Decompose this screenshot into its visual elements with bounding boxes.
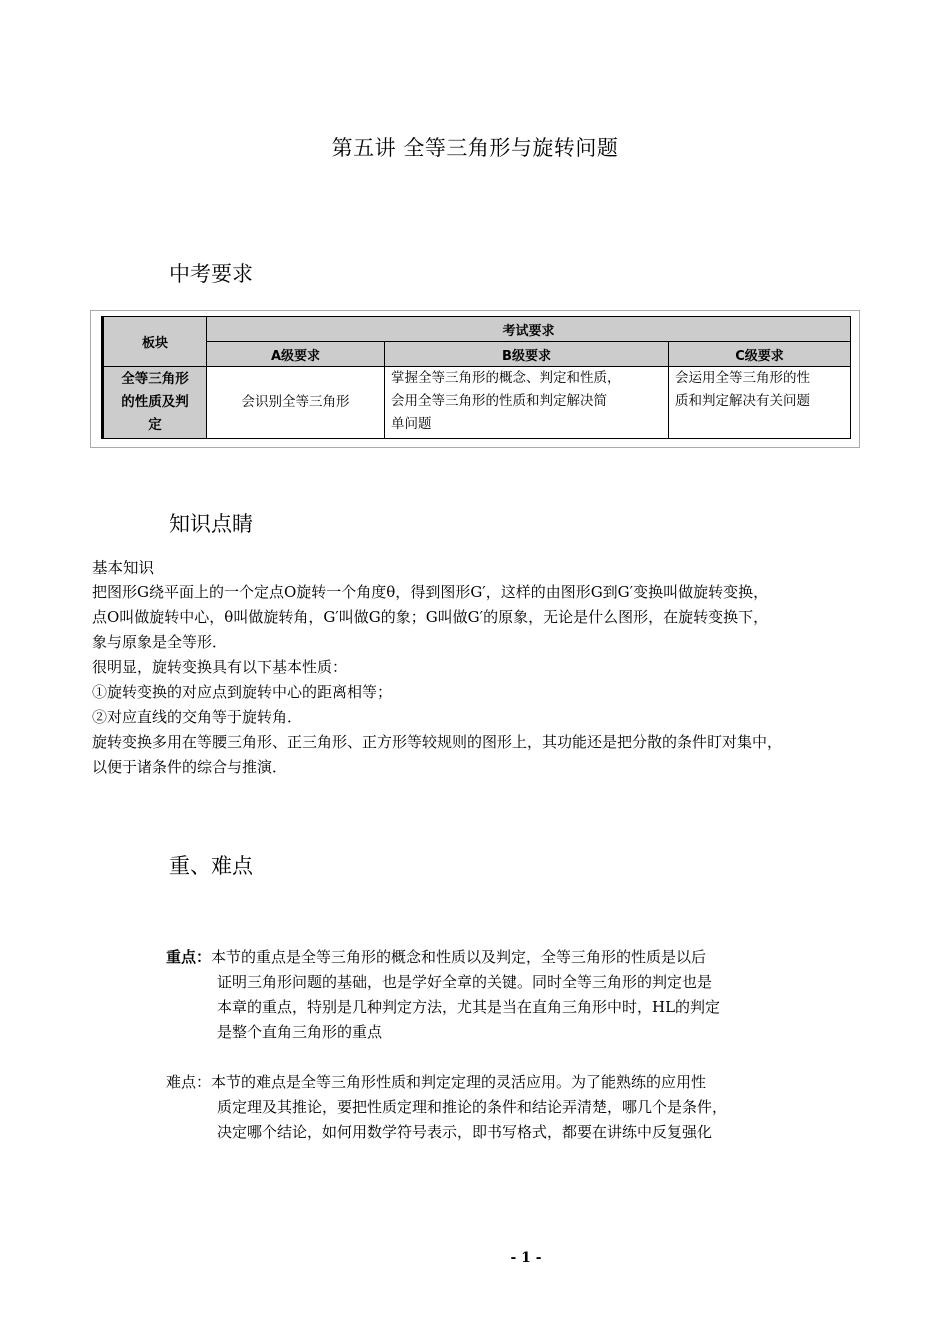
key-point-line: 本节的重点是全等三角形的概念和性质以及判定，全等三角形的性质是以后: [211, 948, 707, 966]
row-label-line: 全等三角形: [121, 371, 189, 387]
section-heading-knowledge: 知识点睛: [169, 512, 253, 536]
requirements-table: [101, 316, 851, 439]
page-title: 第五讲 全等三角形与旋转问题: [331, 136, 619, 160]
cell-line: 质和判定解决有关问题: [675, 393, 810, 409]
difficult-point-line: 本节的难点是全等三角形性质和判定定理的灵活应用。为了能熟练的应用性: [211, 1073, 707, 1091]
key-point-line: 证明三角形问题的基础，也是学好全章的关键。同时全等三角形的判定也是: [217, 973, 713, 991]
knowledge-line: 点O叫做旋转中心，θ叫做旋转角，G′叫做G的象；G叫做G′的原象，无论是什么图形，在旋转变换下，: [92, 608, 769, 626]
knowledge-line: ②对应直线的交角等于旋转角．: [92, 708, 303, 726]
basic-knowledge-label: 基本知识: [92, 559, 155, 577]
cell-line: 单问题: [391, 416, 432, 432]
table-header-module: 板块: [103, 317, 207, 367]
table-header-exam: 考试要求: [207, 317, 851, 342]
knowledge-line: ①旋转变换的对应点到旋转中心的距离相等；: [92, 683, 393, 701]
table-header-b: B级要求: [385, 342, 669, 367]
difficult-point-block: [166, 1070, 770, 1145]
knowledge-paragraph: [92, 580, 862, 780]
knowledge-line: 以便于诸条件的综合与推演．: [92, 758, 288, 776]
table-row-label: [103, 367, 207, 439]
table-cell-a: 会识别全等三角形: [207, 367, 385, 439]
table-header-a: A级要求: [207, 342, 385, 367]
table-cell-b: [385, 367, 669, 439]
knowledge-line: 把图形G绕平面上的一个定点O旋转一个角度θ，得到图形G′，这样的由图形G到G′变换叫做旋转变换，: [92, 583, 769, 601]
key-point-block: [166, 945, 770, 1045]
table-header-c: C级要求: [669, 342, 851, 367]
row-label-line: 的性质及判: [121, 394, 189, 410]
knowledge-line: 很明显，旋转变换具有以下基本性质：: [92, 658, 348, 676]
knowledge-line: 旋转变换多用在等腰三角形、正三角形、正方形等较规则的图形上，其功能还是把分散的条件盯对集中，: [92, 733, 783, 751]
key-point-line: 是整个直角三角形的重点: [217, 1023, 383, 1041]
difficult-point-line: 决定哪个结论，如何用数学符号表示，即书写格式，都要在讲练中反复强化: [217, 1123, 713, 1141]
cell-line: 会运用全等三角形的性: [675, 370, 810, 386]
key-point-label: 重点：: [166, 948, 212, 966]
page-number: - 1 -: [510, 1250, 542, 1266]
difficult-point-line: 质定理及其推论，要把性质定理和推论的条件和结论弄清楚，哪几个是条件，: [217, 1098, 728, 1116]
key-point-line: 本章的重点，特别是几种判定方法，尤其是当在直角三角形中时，HL的判定: [217, 998, 721, 1016]
section-heading-key-points: 重、难点: [169, 854, 253, 878]
section-heading-requirements: 中考要求: [169, 262, 253, 286]
row-label-line: 定: [148, 417, 162, 433]
cell-line: 会用全等三角形的性质和判定解决简: [391, 393, 607, 409]
difficult-point-label: 难点：: [166, 1073, 212, 1091]
table-cell-c: [669, 367, 851, 439]
knowledge-line: 象与原象是全等形．: [92, 633, 228, 651]
cell-line: 掌握全等三角形的概念、判定和性质，: [391, 370, 621, 386]
